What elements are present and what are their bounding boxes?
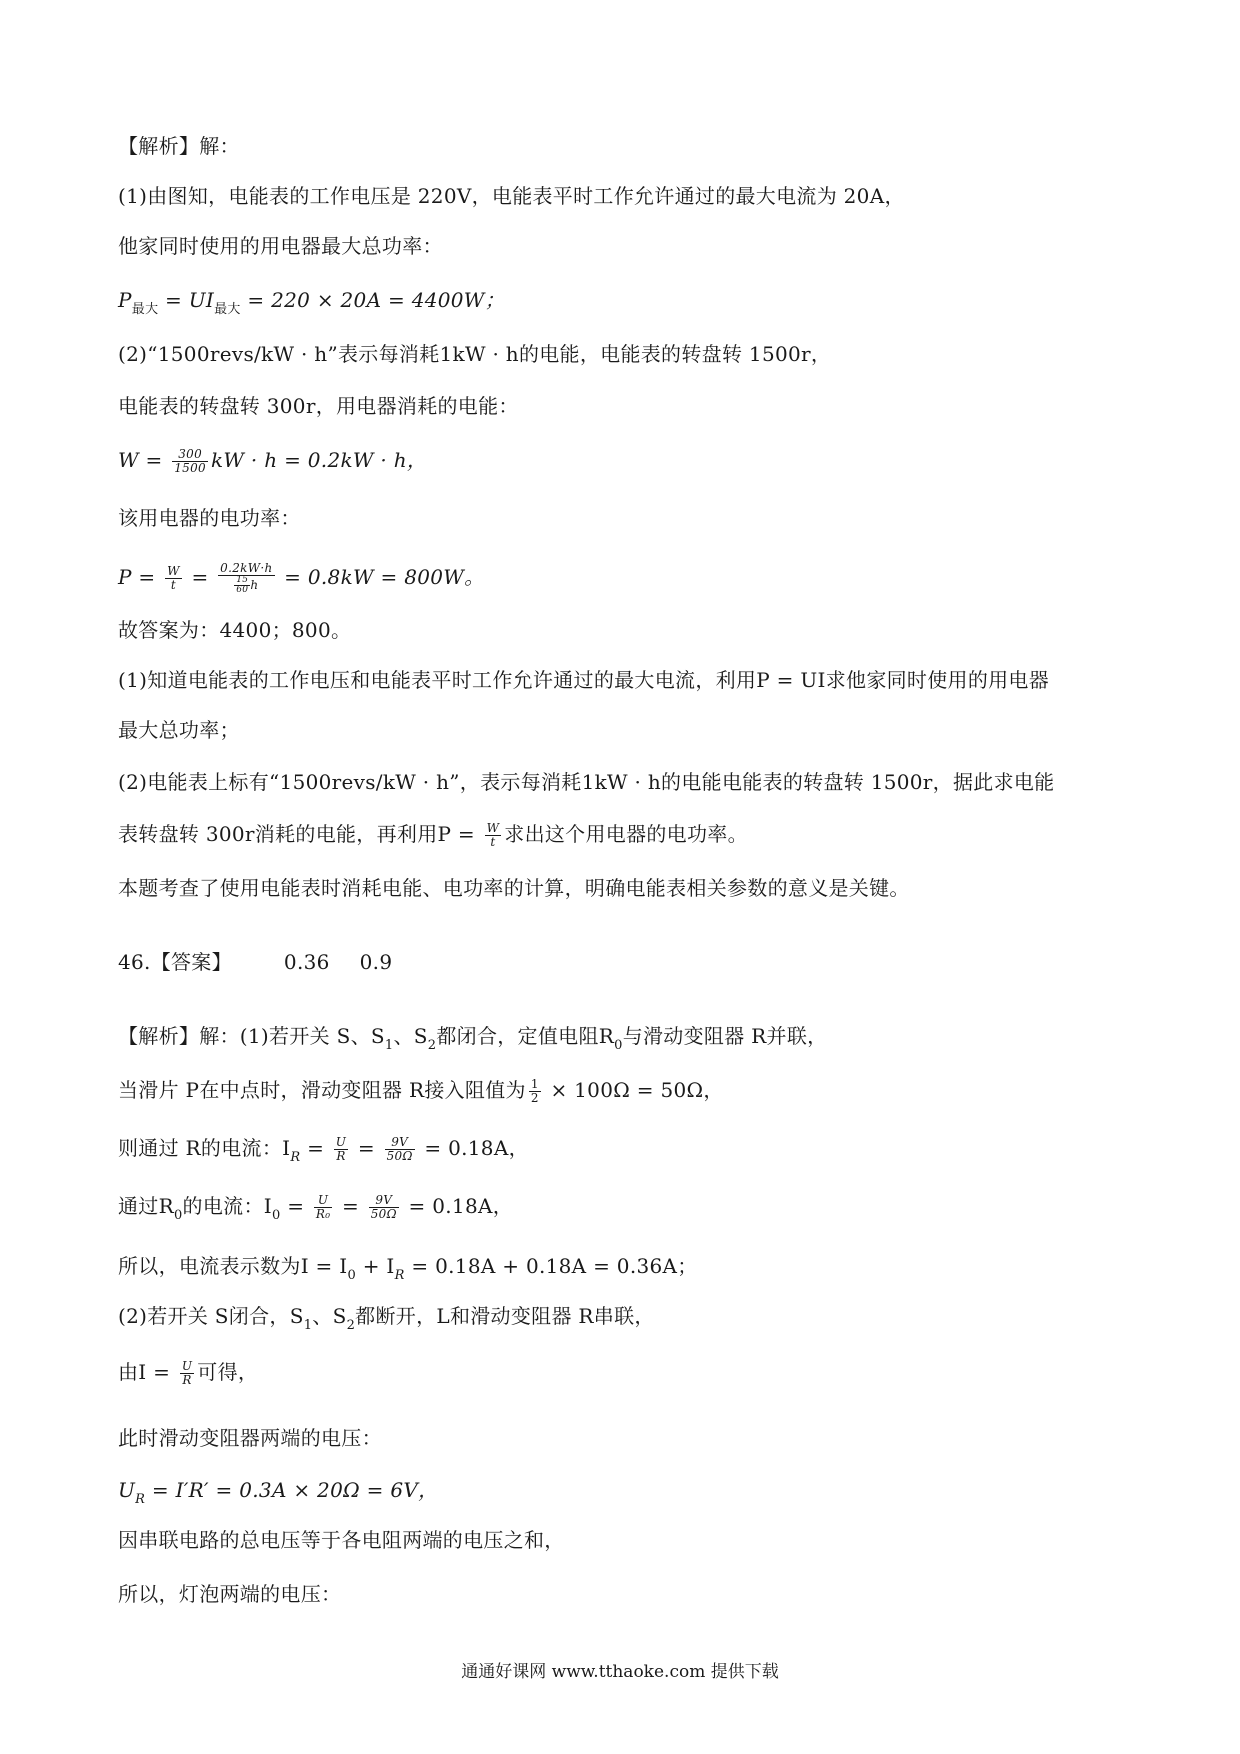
subscript: R [290, 1150, 301, 1165]
text-line [118, 1358, 258, 1387]
denominator: t [490, 835, 496, 849]
subscript: 1 [303, 1318, 313, 1333]
answer-label: 46.【答案】 [118, 950, 232, 974]
text-line [118, 820, 748, 849]
denominator: R₀ [315, 1207, 331, 1221]
text-part: 通过R [118, 1194, 174, 1218]
subscript: R [135, 1492, 146, 1507]
text-line: (1)由图知，电能表的工作电压是 220V，电能表平时工作允许通过的最大电流为 20A， [118, 184, 905, 208]
numerator: U [314, 1194, 332, 1208]
subscript: 0 [173, 1208, 183, 1223]
text-part: = 0.18A + 0.18A = 0.36A； [404, 1254, 698, 1278]
text-part: = [300, 1136, 331, 1160]
subscript: 2 [346, 1318, 356, 1333]
text-part: 、S [393, 1024, 428, 1048]
formula-part: = 0.8kW = 800W。 [277, 565, 485, 589]
subscript: 0 [614, 1038, 623, 1053]
subscript: R [394, 1268, 405, 1283]
text-part: 的电流：I [182, 1194, 272, 1218]
fraction [172, 448, 208, 475]
formula-part: P [118, 288, 132, 312]
numerator: 1 [530, 1077, 539, 1091]
denominator: 50Ω [370, 1207, 397, 1221]
denominator: R [336, 1149, 346, 1163]
text-part: (2)若开关 S闭合，S [118, 1304, 304, 1328]
fraction [165, 565, 182, 592]
text-line: 该用电器的电功率： [118, 506, 301, 530]
denominator: t [170, 578, 177, 592]
text-part: = 0.18A， [417, 1136, 529, 1160]
formula-part: W = [118, 448, 170, 472]
subscript: 最大 [214, 302, 241, 317]
text-line: (2)“1500revs/kW · h”表示每消耗1kW · h的电能，电能表的转盘转 1500r， [118, 342, 832, 366]
text-line [118, 1252, 698, 1290]
denominator: 2 [530, 1091, 539, 1105]
denominator: 60 [236, 585, 249, 595]
subscript: 2 [427, 1038, 437, 1053]
analysis-heading-2 [118, 1022, 827, 1060]
subscript: 0 [347, 1268, 357, 1283]
numerator: 0.2kW·h [220, 561, 273, 575]
subscript: 0 [271, 1208, 281, 1223]
text-line: (2)电能表上标有“1500revs/kW · h”，表示每消耗1kW · h的电能电能表的转盘转 1500r，据此求电能 [118, 770, 1055, 794]
text-part: = 0.18A， [401, 1194, 514, 1218]
conclusion-line: 本题考查了使用电能表时消耗电能、电功率的计算，明确电能表相关参数的意义是关键。 [118, 876, 910, 900]
fraction [529, 1078, 541, 1105]
formula-part: kW · h = 0.2kW · h， [210, 448, 428, 472]
text-part: 则通过 R的电流：I [118, 1136, 291, 1160]
formula-part: U [118, 1478, 136, 1502]
answer-46 [118, 948, 392, 976]
text-part: 当滑片 P在中点时，滑动变阻器 R接入阻值为 [118, 1078, 526, 1102]
formula-power [118, 562, 484, 595]
fraction [314, 1194, 332, 1221]
text-line [118, 1076, 724, 1105]
page-footer: 通通好课网 www.tthaoke.com 提供下载 [461, 1662, 779, 1682]
subscript: 1 [384, 1038, 394, 1053]
text-line [118, 1192, 513, 1230]
answer-value-1: 0.36 [283, 950, 330, 974]
nested-fraction [234, 576, 250, 595]
denominator: 1500 [174, 461, 206, 475]
text-part: 所以，电流表示数为I = I [118, 1254, 348, 1278]
text-line [118, 1302, 655, 1340]
text-part: 表转盘转 300r消耗的电能，再利用P = [118, 822, 482, 846]
text-part: 都闭合，定值电阻R [436, 1024, 615, 1048]
fraction [485, 822, 502, 849]
unit: h [250, 578, 259, 592]
fraction [218, 562, 274, 595]
subscript: 最大 [131, 302, 159, 317]
text-part: 【解析】解：(1)若开关 S、S [118, 1024, 385, 1048]
formula-part: = I′R′ = 0.3A × 20Ω = 6V， [145, 1478, 439, 1502]
numerator: 9V [369, 1194, 399, 1208]
text-part: = [351, 1136, 382, 1160]
formula-part: = 220 × 20A = 4400W； [240, 288, 505, 312]
formula-max-power [118, 286, 505, 324]
text-line: 所以，灯泡两端的电压： [118, 1582, 342, 1606]
analysis-heading-1: 【解析】解： [118, 134, 240, 158]
fraction [334, 1136, 348, 1163]
fraction [180, 1360, 194, 1387]
text-part: = [280, 1194, 311, 1218]
text-part: + I [356, 1254, 395, 1278]
text-line: (1)知道电能表的工作电压和电能表平时工作允许通过的最大电流，利用P = UI求他家同时使用的用电器 [118, 668, 1050, 692]
text-line: 他家同时使用的用电器最大总功率： [118, 234, 443, 258]
denominator: 50Ω [386, 1149, 413, 1163]
text-line: 因串联电路的总电压等于各电阻两端的电压之和， [118, 1528, 565, 1552]
text-part: = [335, 1194, 366, 1218]
text-line: 电能表的转盘转 300r，用电器消耗的电能： [118, 394, 519, 418]
fraction [369, 1194, 399, 1221]
formula-voltage [118, 1476, 438, 1514]
numerator: U [335, 1135, 347, 1149]
text-line [118, 1134, 529, 1172]
text-part: 可得， [197, 1360, 259, 1384]
formula-part: = UI [158, 288, 215, 312]
text-line: 最大总功率； [118, 718, 240, 742]
formula-part: P = [118, 565, 163, 589]
answer-value-2: 0.9 [359, 950, 393, 974]
numerator: 300 [172, 448, 208, 462]
text-part: 求出这个用电器的电功率。 [504, 822, 748, 846]
formula-energy [118, 446, 427, 475]
numerator: 9V [385, 1136, 415, 1150]
numerator: W [486, 821, 500, 835]
fraction [385, 1136, 415, 1163]
denominator: R [182, 1373, 192, 1387]
text-part: 与滑动变阻器 R并联， [622, 1024, 828, 1048]
numerator: W [167, 564, 180, 578]
formula-part: = [184, 565, 216, 589]
text-line: 此时滑动变阻器两端的电压： [118, 1426, 382, 1450]
text-part: 都断开，L和滑动变阻器 R串联， [355, 1304, 655, 1328]
denominator [218, 576, 274, 595]
numerator: U [181, 1359, 193, 1373]
text-part: 由I = [118, 1360, 177, 1384]
text-part: 、S [312, 1304, 347, 1328]
numerator: 15 [236, 575, 249, 585]
answer-summary: 故答案为：4400；800。 [118, 618, 352, 642]
text-part: × 100Ω = 50Ω， [543, 1078, 724, 1102]
